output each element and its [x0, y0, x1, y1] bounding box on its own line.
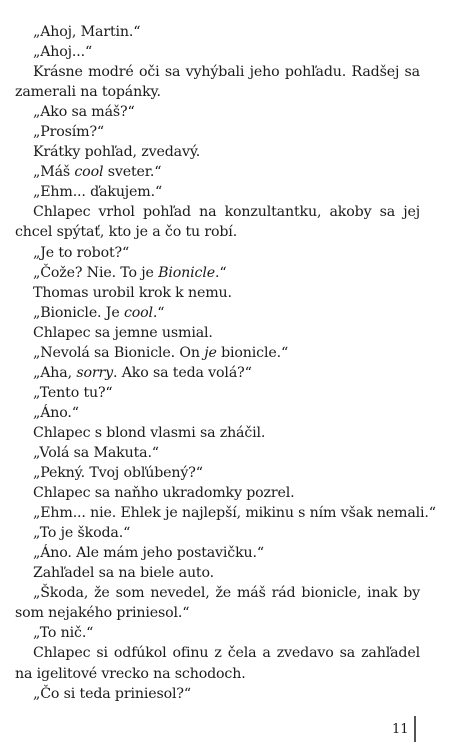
paragraph	[15, 623, 420, 643]
italic-text: je	[204, 344, 217, 361]
paragraph-text: „Nevolá sa Bionicle. On	[33, 344, 205, 361]
paragraph-text: bionicle.“	[216, 344, 289, 361]
paragraph	[15, 122, 420, 142]
paragraph-text: „Tento tu?“	[33, 384, 113, 401]
paragraph	[15, 243, 420, 263]
paragraph	[15, 202, 420, 242]
paragraph	[15, 162, 420, 182]
paragraph	[15, 543, 420, 563]
paragraph-text: .“	[214, 264, 227, 281]
paragraph-text: „Ehm... nie. Ehlek je najlepší, mikinu s ním však nemali.“	[33, 505, 436, 522]
paragraph-text: „Bionicle. Je	[33, 304, 124, 321]
paragraph-text: sveter.“	[103, 164, 162, 181]
paragraph	[15, 343, 420, 363]
paragraph	[15, 684, 420, 704]
paragraph	[15, 443, 420, 463]
italic-text: Bionicle	[158, 264, 215, 281]
paragraph	[15, 62, 420, 102]
paragraph	[15, 483, 420, 503]
paragraph-text: „To nič.“	[33, 625, 94, 642]
paragraph-text: .“	[152, 304, 165, 321]
italic-text: cool	[123, 304, 153, 321]
paragraph-text: Chlapec s blond vlasmi sa zháčil.	[33, 424, 266, 441]
paragraph-text: „Prosím?“	[33, 124, 105, 141]
paragraph-text: Chlapec si odfúkol ofinu z čela a zvedavo sa zahľadel na igelitové vrecko na schodoch.	[15, 645, 420, 682]
paragraph-text: „Áno. Ale mám jeho postavičku.“	[33, 545, 265, 562]
paragraph-text: Chlapec sa naňho ukradomky pozrel.	[33, 485, 295, 502]
paragraph-text: „Čože? Nie. To je	[33, 264, 159, 281]
paragraph-text: „Áno.“	[33, 404, 79, 421]
paragraph	[15, 523, 420, 543]
paragraph	[15, 423, 420, 443]
paragraph-text: „Máš	[33, 164, 75, 181]
paragraph	[15, 303, 420, 323]
paragraph-text: Krátky pohľad, zvedavý.	[33, 144, 201, 161]
paragraph	[15, 403, 420, 423]
paragraph-text: Thomas urobil krok k nemu.	[33, 284, 232, 301]
paragraph	[15, 643, 420, 683]
paragraph-text: „Je to robot?“	[33, 244, 130, 261]
paragraph	[15, 142, 420, 162]
paragraph-text: „Škoda, že som nevedel, že máš rád bionicle, inak by som nejakého priniesol.“	[15, 585, 420, 622]
paragraph	[15, 182, 420, 202]
paragraph	[15, 42, 420, 62]
paragraph-text: „Aha,	[33, 364, 77, 381]
paragraph-text: „Pekný. Tvoj obľúbený?“	[33, 465, 203, 482]
paragraph-text: „Ehm... ďakujem.“	[33, 184, 163, 201]
paragraph-text: „To je škoda.“	[33, 525, 131, 542]
paragraph	[15, 263, 420, 283]
paragraph-text: „Ahoj, Martin.“	[33, 24, 141, 40]
paragraph-text: „Ako sa máš?“	[33, 104, 135, 121]
paragraph-text: . Ako sa teda volá?“	[112, 364, 252, 381]
paragraph-text: Chlapec sa jemne usmial.	[33, 324, 213, 341]
paragraph	[15, 323, 420, 343]
paragraph-text: „Volá sa Makuta.“	[33, 444, 159, 461]
paragraph	[15, 503, 436, 523]
paragraph-text: Zahľadel sa na biele auto.	[33, 565, 214, 582]
italic-text: sorry	[76, 364, 113, 381]
paragraph	[15, 283, 420, 303]
body-text	[15, 22, 436, 704]
paragraph-text: Chlapec vrhol pohľad na konzultantku, akoby sa jej chcel spýtať, kto je a čo tu robí.	[15, 204, 420, 241]
paragraph	[15, 563, 420, 583]
paragraph	[15, 383, 420, 403]
paragraph-text: „Ahoj...“	[33, 44, 93, 61]
paragraph	[15, 463, 420, 483]
italic-text: cool	[74, 164, 104, 181]
paragraph	[15, 102, 420, 122]
paragraph	[15, 583, 420, 623]
page-number: 11	[392, 722, 409, 737]
paragraph	[15, 22, 420, 42]
paragraph-text: „Čo si teda priniesol?“	[33, 685, 191, 702]
paragraph	[15, 363, 420, 383]
page-number-rule	[414, 716, 416, 742]
paragraph-text: Krásne modré oči sa vyhýbali jeho pohľadu. Radšej sa zamerali na topánky.	[15, 64, 420, 101]
